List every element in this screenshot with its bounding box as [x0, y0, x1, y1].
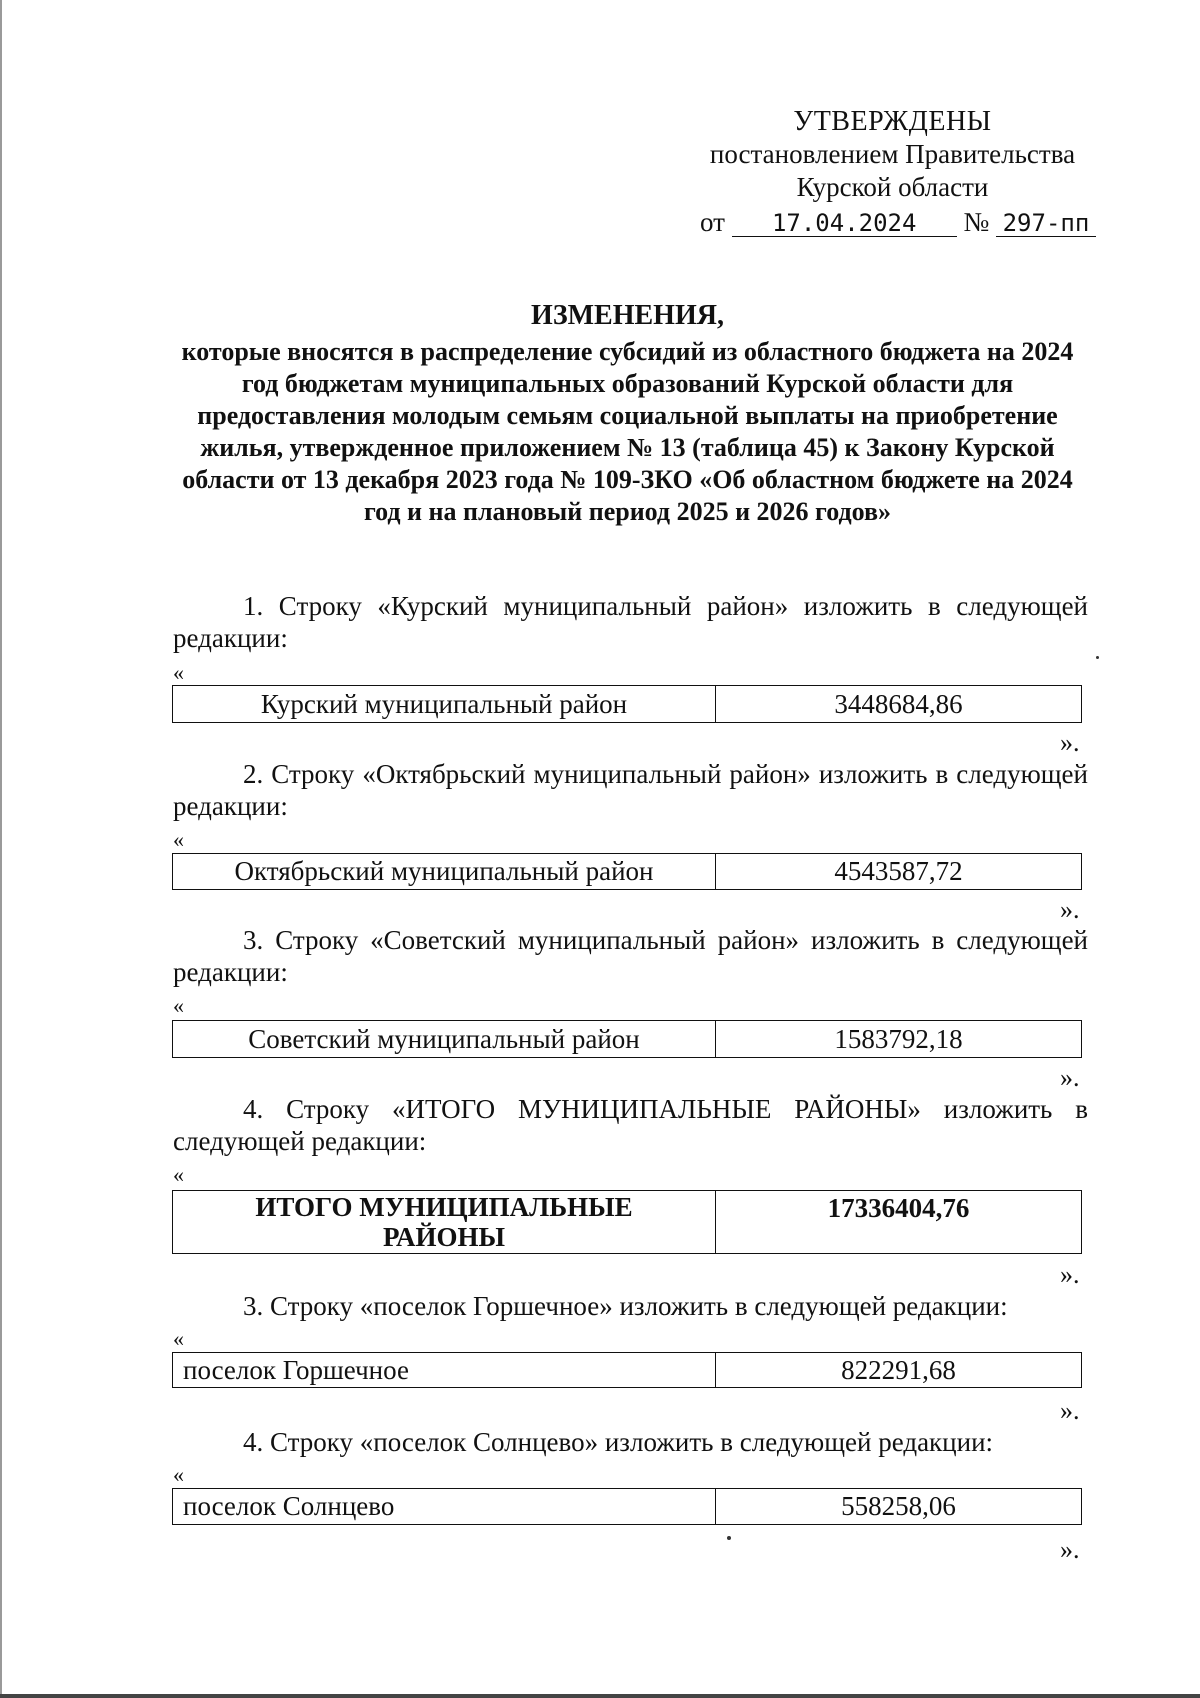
item-6-name: поселок Солнцево [173, 1489, 716, 1524]
item-2-quote-close: ». [1060, 895, 1080, 924]
item-2-text: 2. Строку «Октябрьский муниципальный район» изложить в следующей редакции: [173, 759, 1088, 821]
approval-date: 17.04.2024 [732, 210, 957, 237]
item-6-quote-close: ». [1060, 1535, 1080, 1564]
item-3-value: 1583792,18 [834, 1023, 963, 1054]
item-5-table-row [172, 1352, 1082, 1388]
approval-line-1: постановлением Правительства [709, 139, 1076, 169]
item-5-value: 822291,68 [841, 1354, 956, 1385]
item-6-value: 558258,06 [841, 1491, 956, 1521]
item-1-table-row [172, 685, 1082, 723]
item-2-name: Октябрьский муниципальный район [173, 854, 716, 889]
number-prefix: № [963, 207, 990, 237]
title-body: которые вносятся в распределение субсидий из областного бюджета на 2024 год бюджетам муниципальных образований Курской области для предоставления молодым семьям социальной выплаты на приобретение жилья, утвержденное приложением № 13 (таблица 45) к Закону Курской области от 13 декабря 2023 года № 109-ЗКО «Об областном бюджете на 2024 год и на плановый период 2025 и 2026 годов» [181, 337, 1074, 526]
item-4-quote-close: ». [1060, 1260, 1080, 1289]
scan-speck [1096, 656, 1099, 659]
date-prefix: от [700, 207, 725, 237]
item-5-text: 3. Строку «поселок Горшечное» изложить в следующей редакции: [243, 1291, 1008, 1321]
item-5-name: поселок Горшечное [173, 1353, 716, 1387]
item-1-text: 1. Строку «Курский муниципальный район» изложить в следующей редакции: [173, 591, 1088, 653]
item-6-quote-open: « [173, 1462, 184, 1487]
item-4-value: 17336404,76 [827, 1193, 970, 1223]
title-heading: ИЗМЕНЕНИЯ, [531, 300, 724, 331]
item-1-quote-open: « [173, 660, 184, 685]
item-4-name: ИТОГО МУНИЦИПАЛЬНЫЕ РАЙОНЫ [173, 1191, 716, 1253]
item-4-text: 4. Строку «ИТОГО МУНИЦИПАЛЬНЫЕ РАЙОНЫ» изложить в следующей редакции: [173, 1094, 1088, 1156]
document-title [170, 300, 1085, 528]
scan-speck [727, 1536, 731, 1540]
item-2-value: 4543587,72 [834, 856, 963, 886]
item-6-text: 4. Строку «поселок Солнцево» изложить в следующей редакции: [243, 1427, 994, 1457]
scan-bottom-edge [0, 1694, 1200, 1698]
item-2-quote-open: « [173, 827, 184, 852]
item-6-table-row [172, 1488, 1082, 1525]
approval-number: 297-пп [996, 210, 1096, 237]
item-3-name: Советский муниципальный район [173, 1021, 716, 1057]
item-3-text: 3. Строку «Советский муниципальный район» изложить в следующей редакции: [173, 925, 1088, 987]
item-4-quote-open: « [173, 1162, 184, 1187]
scan-left-edge [0, 0, 2, 1698]
approval-date-line [700, 206, 1100, 239]
item-3-quote-close: ». [1060, 1063, 1080, 1092]
approval-block [700, 105, 1085, 204]
item-1-quote-close: ». [1060, 728, 1080, 757]
item-3-quote-open: « [173, 993, 184, 1018]
item-5-quote-open: « [173, 1326, 184, 1351]
item-2-table-row [172, 853, 1082, 890]
item-3-table-row [172, 1020, 1082, 1058]
item-5-quote-close: ». [1060, 1396, 1080, 1425]
approval-heading: УТВЕРЖДЕНЫ [793, 106, 992, 137]
item-4-table-row [172, 1190, 1082, 1254]
item-1-name: Курский муниципальный район [173, 686, 716, 722]
approval-line-2: Курской области [796, 172, 989, 202]
item-1-value: 3448684,86 [834, 688, 963, 719]
